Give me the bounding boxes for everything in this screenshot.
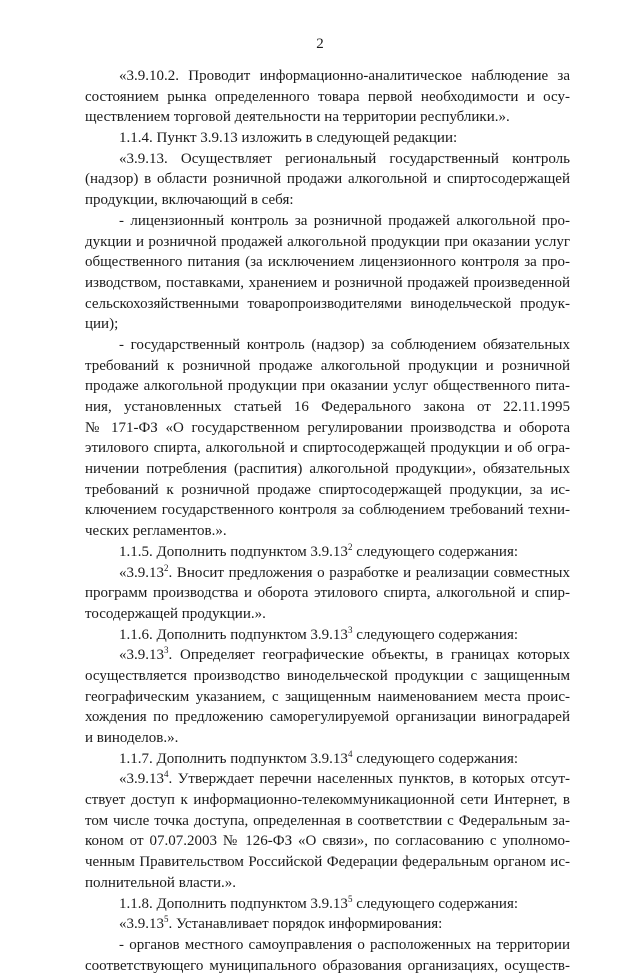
text-segment: программ производства и оборота этилового спирта, алкогольной и спир- [85,585,570,602]
text-segment: полнительной власти.». [85,874,236,891]
text-segment: № 171-ФЗ «О государственном регулировании производства и оборота [85,419,570,436]
text-segment: хождения по предложению саморегулируемой организации виноградарей [85,709,570,726]
text-segment: общественного питания (за исключением лицензионного контроля за про- [85,254,570,271]
text-line [85,563,570,584]
text-line [85,831,570,852]
text-line [85,376,570,397]
paragraph-p6 [85,542,570,563]
text-segment: ключением государственного контроля за соблюдением требований техни- [85,502,570,519]
superscript-index: 2 [347,541,353,552]
text-segment: дукции и розничной продажей алкогольной продукции при оказании услуг [85,233,570,250]
text-segment: . Вносит предложения о разработке и реализации совместных [168,564,570,581]
text-segment: и виноделов.». [85,730,179,746]
text-segment: следующего содержания: [352,750,519,767]
text-line [85,666,570,687]
paragraph-p10 [85,749,570,770]
text-line [85,149,570,170]
text-segment: ченным Правительством Российской Федерации федеральным органом ис- [85,854,570,871]
paragraph-p13 [85,914,570,935]
paragraph-p1 [85,66,570,128]
text-segment: ческих регламентов.». [85,523,227,540]
text-line [85,811,570,832]
text-segment: - лицензионный контроль за розничной продажей алкогольной про- [119,212,570,229]
text-segment: следующего содержания: [352,543,519,560]
text-segment: ществлением торговой деятельности на территории республики.». [85,109,510,126]
text-line [85,66,570,87]
superscript-index: 5 [164,914,169,925]
superscript-index: 2 [164,562,169,573]
text-line [85,418,570,439]
text-segment: ции); [85,316,119,333]
text-segment: следующего содержания: [352,895,519,912]
text-segment: 1.1.4. Пункт 3.9.13 изложить в следующей редакции: [119,130,458,147]
text-line [85,459,570,480]
text-segment: соответствующего муниципального образования организациях, осуществ- [85,957,570,974]
text-segment: . Утверждает перечни населенных пунктов, в которых отсут- [168,771,570,788]
text-segment: ствует доступ к информационно-телекоммуникационной сети Интернет, в [85,792,570,809]
text-line [85,749,570,770]
text-segment: коном от 07.07.2003 № 126-ФЗ «О связи», по согласованию с уполномо- [85,833,570,850]
text-segment: осуществляется производство винодельческой продукции с защищенным [85,667,570,684]
text-segment: состоянием рынка определенного товара первой необходимости и осу- [85,88,570,105]
text-segment: 1.1.8. Дополнить подпунктом 3.9.13 [119,895,348,912]
text-line [85,852,570,873]
text-segment: - государственный контроль (надзор) за соблюдением обязательных [119,336,570,353]
text-line [85,356,570,377]
text-segment: том числе точка доступа, определенная в соответствии с Федеральным за- [85,812,570,829]
paragraph-p8 [85,625,570,646]
text-line [85,480,570,501]
text-line [85,687,570,708]
text-line [85,169,570,190]
text-segment: изводством, поставками, хранением и розничной продажей произведенной [85,274,570,291]
text-segment: «3.9.13. Осуществляет региональный государственный контроль [119,150,570,167]
text-segment: ния, установленных статьей 16 Федерального закона от 22.11.1995 [85,399,570,415]
text-segment: требований к розничной продаже алкогольной продукции и розничной [85,357,570,374]
paragraph-p5 [85,335,570,542]
text-line [85,707,570,728]
text-line [85,645,570,666]
text-line [85,335,570,356]
text-line [85,438,570,459]
text-line [85,252,570,273]
text-line [85,397,570,418]
paragraph-p2 [85,128,570,149]
text-segment: . Определяет географические объекты, в границах которых [168,647,570,664]
text-segment: . Устанавливает порядок информирования: [168,916,443,933]
superscript-index: 4 [347,748,353,759]
text-segment: - органов местного самоуправления о расположенных на территории [119,936,570,953]
text-segment: географическим указанием, с защищенным наименованием места проис- [85,688,570,705]
text-line [85,87,570,108]
text-segment: 1.1.6. Дополнить подпунктом 3.9.13 [119,626,348,643]
text-line [85,500,570,521]
text-segment: «3.9.13 [119,916,164,933]
text-line [85,769,570,790]
text-line [85,956,570,976]
text-segment: этилового спирта, алкогольной и спиртосодержащей продукции и об огра- [85,440,570,457]
text-segment: сельскохозяйственными товаропроизводителями винодельческой продук- [85,295,570,312]
text-line [85,314,570,335]
text-segment: 1.1.7. Дополнить подпунктом 3.9.13 [119,750,348,767]
paragraph-p7 [85,563,570,625]
superscript-index: 3 [347,624,353,635]
text-segment: тосодержащей продукции.». [85,605,266,622]
page-number: 2 [316,36,324,52]
text-segment: продаже алкогольной продукции при оказании услуг общественного пита- [85,378,570,395]
text-line [85,935,570,956]
text-line [85,294,570,315]
text-line [85,625,570,646]
text-segment: «3.9.10.2. Проводит информационно-аналитическое наблюдение за [119,68,570,84]
superscript-index: 4 [164,769,169,780]
paragraph-p9 [85,645,570,748]
text-segment: продукции, включающий в себя: [85,192,294,209]
text-segment: (надзор) в области розничной продажи алкогольной и спиртосодержащей [85,171,570,188]
text-segment: следующего содержания: [352,626,519,643]
text-line [85,873,570,894]
text-line [85,128,570,149]
paragraph-p4 [85,211,570,335]
paragraph-p14 [85,935,570,976]
text-line [85,211,570,232]
superscript-index: 3 [164,645,169,656]
text-line [85,604,570,625]
text-line [85,273,570,294]
text-segment: 1.1.5. Дополнить подпунктом 3.9.13 [119,543,348,560]
text-line [85,190,570,211]
text-line [85,914,570,935]
superscript-index: 5 [347,893,353,904]
text-line [85,790,570,811]
text-line [85,107,570,128]
paragraph-p3 [85,149,570,211]
text-segment: «3.9.13 [119,771,164,788]
text-segment: ничении потребления (распития) алкогольной продукции», обязательных [85,461,570,478]
text-segment: «3.9.13 [119,647,164,664]
document-body [85,66,570,976]
text-line [85,894,570,915]
text-line [85,521,570,542]
text-segment: «3.9.13 [119,564,164,581]
text-line [85,232,570,253]
text-line [85,583,570,604]
text-segment: требований к розничной продаже спиртосодержащей продукции, за ис- [85,481,570,498]
paragraph-p11 [85,769,570,893]
text-line [85,542,570,563]
text-line [85,728,570,749]
paragraph-p12 [85,894,570,915]
